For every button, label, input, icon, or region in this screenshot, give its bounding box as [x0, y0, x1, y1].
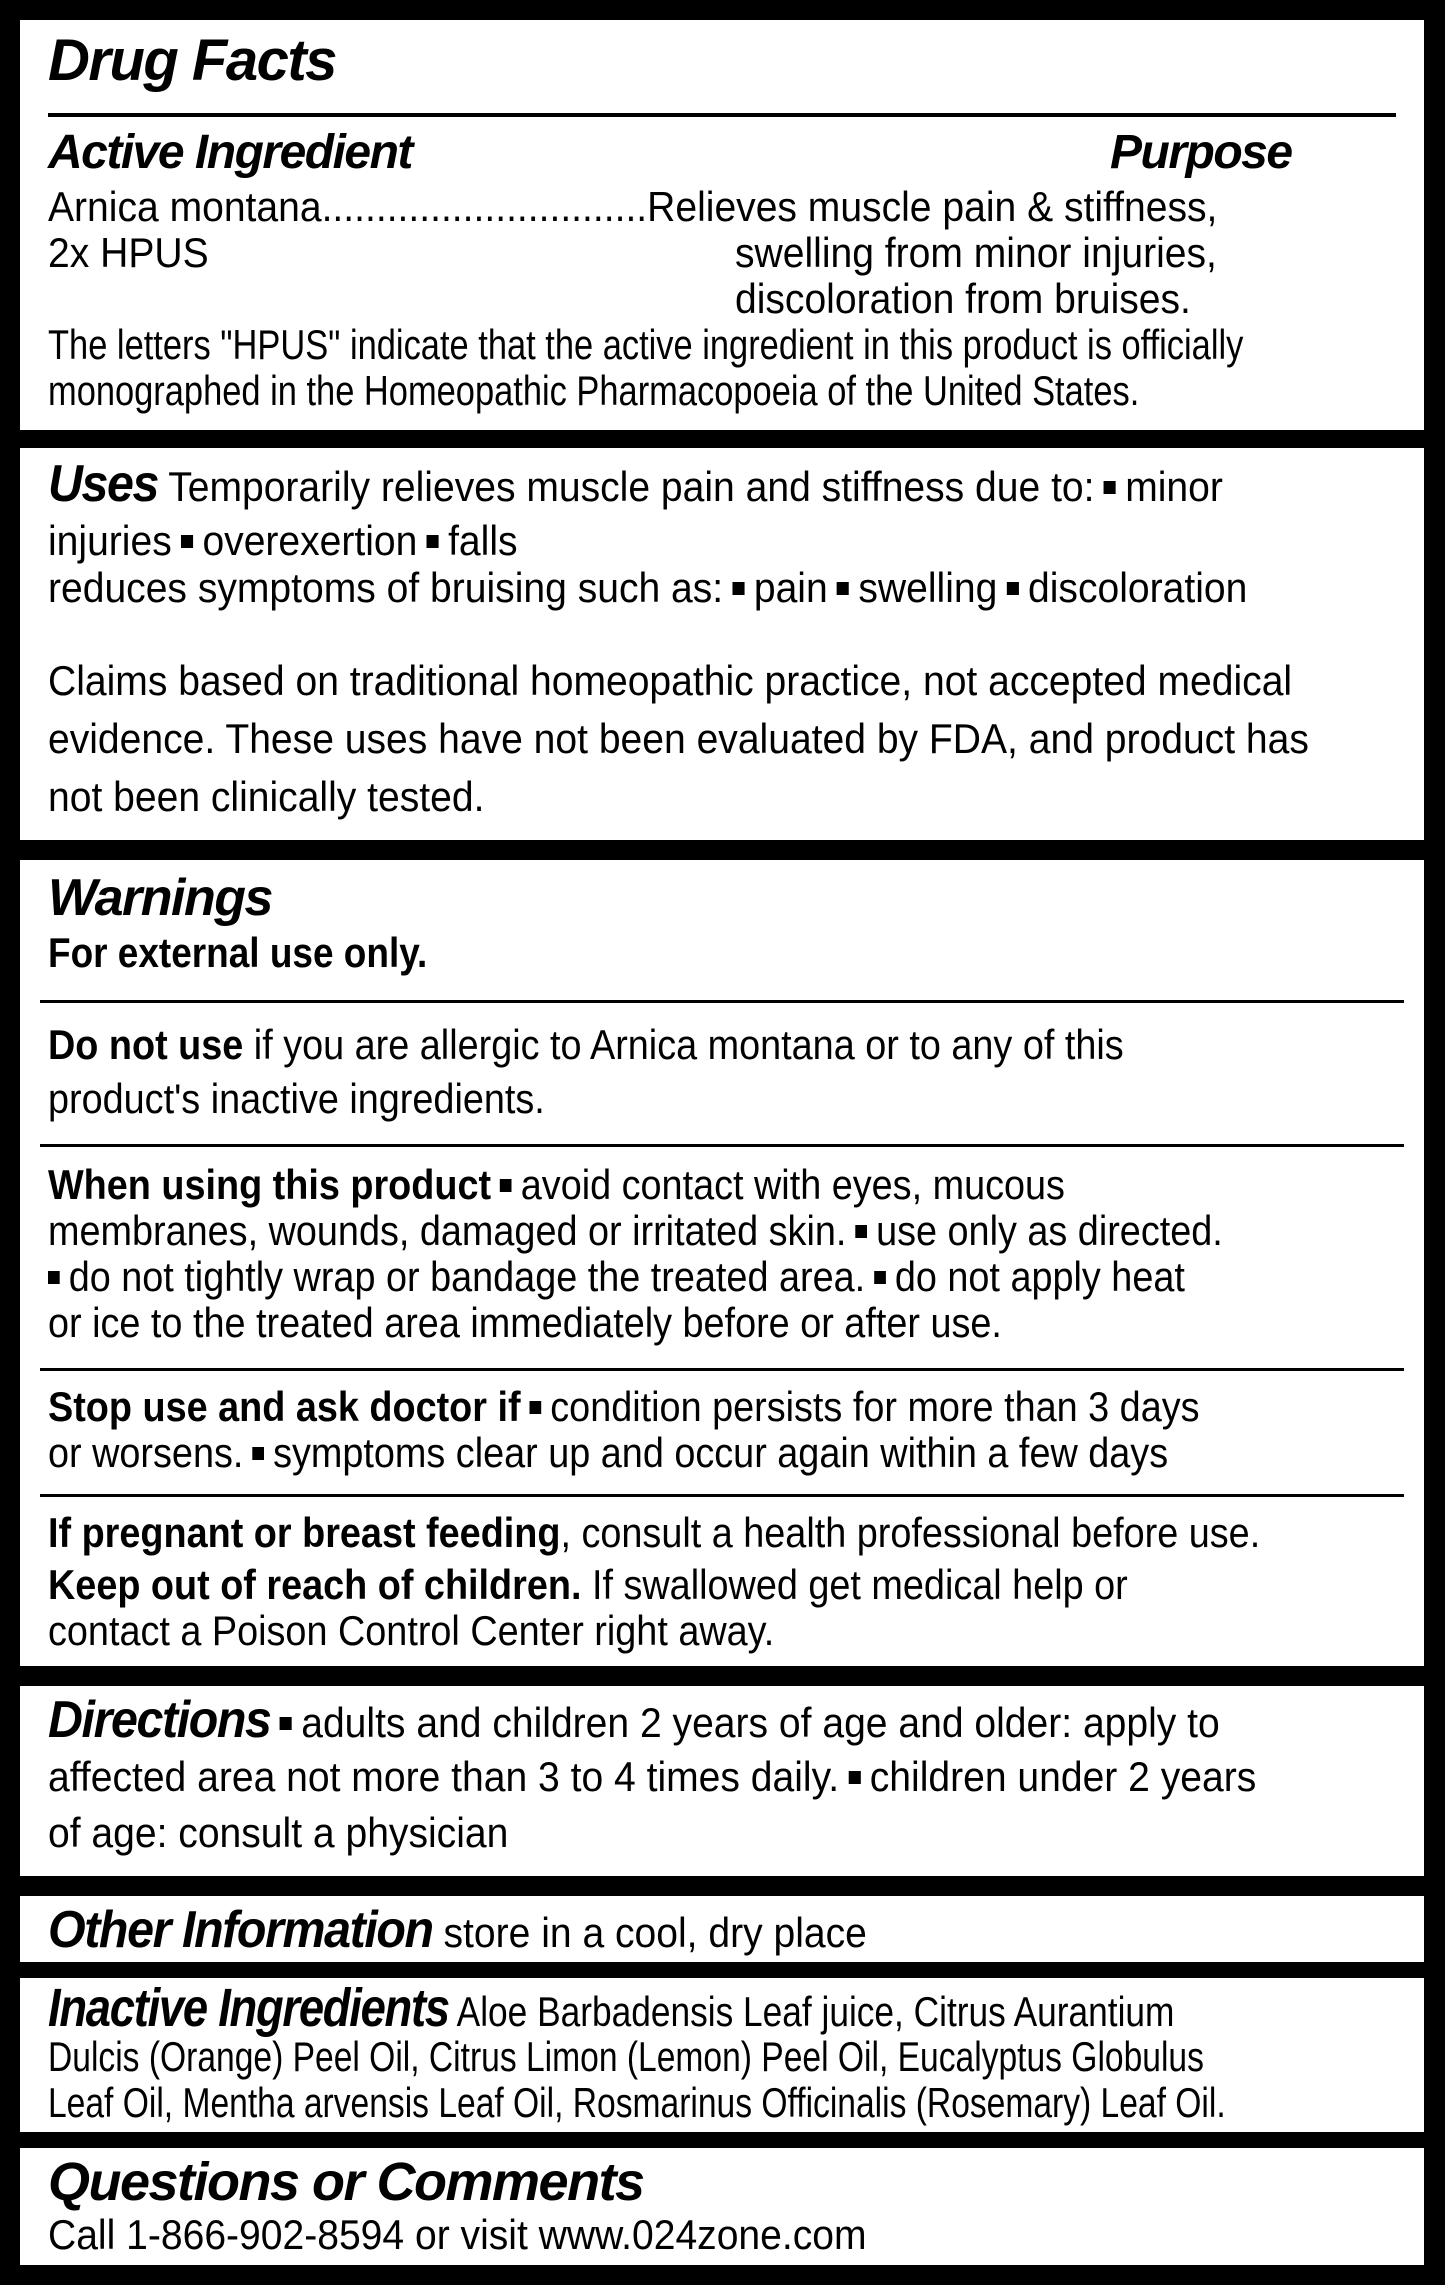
directions-text-2: affected area not more than 3 to 4 times daily.: [48, 1753, 840, 1800]
stop-use-text-3: symptoms clear up and occur again within a few days: [273, 1429, 1169, 1476]
hpus-note-line-2: monographed in the Homeopathic Pharmacopoeia of the United States.: [48, 367, 1140, 414]
pregnant-text: , consult a health professional before use.: [560, 1509, 1261, 1556]
bullet-icon: [1007, 582, 1019, 595]
claims-line-3: not been clinically tested.: [48, 773, 485, 820]
potency: 2x HPUS: [48, 229, 209, 276]
when-using-text-2: membranes, wounds, damaged or irritated skin.: [48, 1207, 847, 1254]
stop-use-text-1: condition persists for more than 3 days: [550, 1383, 1200, 1430]
bullet-icon: [48, 1271, 60, 1284]
warnings-heading: Warnings: [48, 869, 272, 927]
questions-text: Call 1-866-902-8594 or visit www.024zone.com: [48, 2211, 867, 2258]
inactive-line-3: Leaf Oil, Mentha arvensis Leaf Oil, Rosmarinus Officinalis (Rosemary) Leaf Oil.: [48, 2079, 1226, 2126]
bullet-icon: [732, 582, 744, 595]
uses-panel: [20, 448, 1424, 840]
directions-heading: Directions: [48, 1691, 271, 1749]
when-using-text-4: do not tightly wrap or bandage the treated area.: [68, 1253, 866, 1300]
uses-line-1: [48, 456, 1302, 515]
bullet-icon: [874, 1271, 886, 1284]
do-not-use-text-1: if you are allergic to Arnica montana or to any of this: [253, 1021, 1124, 1068]
purpose-line-1: Relieves muscle pain & stiffness,: [647, 183, 1218, 230]
bruise-intro: reduces symptoms of bruising such as:: [48, 564, 724, 611]
directions-line-1: [48, 1692, 1302, 1751]
bullet-icon: [500, 1179, 512, 1192]
purpose-line-2: swelling from minor injuries,: [735, 229, 1217, 276]
when-using-line-1: [48, 1162, 1261, 1208]
stop-use-line-1: [48, 1384, 1261, 1430]
when-using-text-3: use only as directed.: [876, 1207, 1223, 1254]
uses-item-falls: falls: [448, 517, 518, 564]
uses-line-3: [48, 565, 1302, 611]
pregnant-line: [48, 1510, 1261, 1556]
hpus-note-line-1: The letters "HPUS" indicate that the active ingredient in this product is officially: [48, 321, 1244, 368]
stop-use-label: Stop use and ask doctor if: [48, 1383, 521, 1430]
uses-heading: Uses: [48, 455, 159, 513]
other-information-panel: [20, 1896, 1424, 1962]
inactive-ingredients-panel: [20, 1978, 1424, 2132]
pregnant-label: If pregnant or breast feeding: [48, 1509, 561, 1556]
bullet-icon: [252, 1447, 264, 1460]
inactive-text-1: Aloe Barbadensis Leaf juice, Citrus Aurantium: [456, 1988, 1175, 2035]
claims-line-2: evidence. These uses have not been evaluated by FDA, and product has: [48, 715, 1309, 762]
external-use-note: For external use only.: [48, 929, 428, 976]
bullet-icon: [530, 1401, 542, 1414]
section-divider: [40, 1144, 1404, 1147]
bruise-item-pain: pain: [753, 564, 828, 611]
section-divider: [40, 1368, 1404, 1371]
bruise-item-discoloration: discoloration: [1028, 564, 1248, 611]
questions-heading: Questions or Comments: [48, 2152, 644, 2212]
leader-dots: ..............................: [321, 183, 648, 230]
ingredient-name: Arnica montana: [48, 183, 322, 230]
title-divider: [48, 113, 1396, 117]
bullet-icon: [848, 1771, 860, 1784]
active-ingredient-heading: Active Ingredient: [48, 126, 412, 179]
bullet-icon: [280, 1717, 292, 1730]
when-using-line-2: [48, 1208, 1261, 1254]
purpose-line-3: discoloration from bruises.: [735, 275, 1191, 322]
stop-use-text-2: or worsens.: [48, 1429, 244, 1476]
other-info-text: store in a cool, dry place: [443, 1909, 867, 1956]
do-not-use-label: Do not use: [48, 1021, 244, 1068]
directions-panel: [20, 1686, 1424, 1876]
directions-line-2: [48, 1754, 1302, 1800]
keep-out-text-1: If swallowed get medical help or: [591, 1561, 1128, 1608]
when-using-line-4: or ice to the treated area immediately before or after use.: [48, 1299, 1002, 1346]
section-divider: [40, 1000, 1404, 1003]
active-ingredient-panel: [20, 20, 1424, 430]
inactive-line-1: [48, 1980, 1180, 2040]
bullet-icon: [855, 1225, 867, 1238]
when-using-text-5: do not apply heat: [894, 1253, 1185, 1300]
warnings-panel: [20, 860, 1424, 1666]
questions-panel: [20, 2148, 1424, 2265]
uses-item-minor: minor: [1125, 463, 1223, 510]
other-info-line: [48, 1902, 1302, 1961]
inactive-heading: Inactive Ingredients: [48, 1978, 449, 2038]
bullet-icon: [427, 535, 439, 548]
drug-facts-title: Drug Facts: [48, 28, 336, 93]
uses-intro: Temporarily relieves muscle pain and stiffness due to:: [168, 463, 1095, 510]
directions-line-3: of age: consult a physician: [48, 1809, 509, 1856]
ingredient-line: [48, 184, 1302, 230]
inactive-line-2: Dulcis (Orange) Peel Oil, Citrus Limon (Lemon) Peel Oil, Eucalyptus Globulus: [48, 2033, 1204, 2080]
bullet-icon: [837, 582, 849, 595]
stop-use-line-2: [48, 1430, 1261, 1476]
uses-line-2: [48, 518, 1302, 564]
other-info-heading: Other Information: [48, 1901, 433, 1959]
directions-text-1: adults and children 2 years of age and older: apply to: [301, 1699, 1220, 1746]
section-divider: [40, 1494, 1404, 1497]
do-not-use-line-1: [48, 1022, 1261, 1068]
directions-text-3: children under 2 years: [869, 1753, 1257, 1800]
bullet-icon: [181, 535, 193, 548]
bruise-item-swelling: swelling: [858, 564, 998, 611]
keep-out-line-1: [48, 1562, 1261, 1608]
when-using-text-1: avoid contact with eyes, mucous: [520, 1161, 1065, 1208]
keep-out-line-2: contact a Poison Control Center right away.: [48, 1607, 775, 1654]
do-not-use-line-2: product's inactive ingredients.: [48, 1075, 545, 1122]
keep-out-label: Keep out of reach of children.: [48, 1561, 582, 1608]
when-using-label: When using this product: [48, 1161, 492, 1208]
claims-line-1: Claims based on traditional homeopathic practice, not accepted medical: [48, 657, 1293, 704]
purpose-heading: Purpose: [1110, 126, 1292, 179]
uses-item-injuries: injuries: [48, 517, 172, 564]
when-using-line-3: [48, 1254, 1261, 1300]
uses-item-overexertion: overexertion: [202, 517, 418, 564]
bullet-icon: [1104, 481, 1116, 494]
